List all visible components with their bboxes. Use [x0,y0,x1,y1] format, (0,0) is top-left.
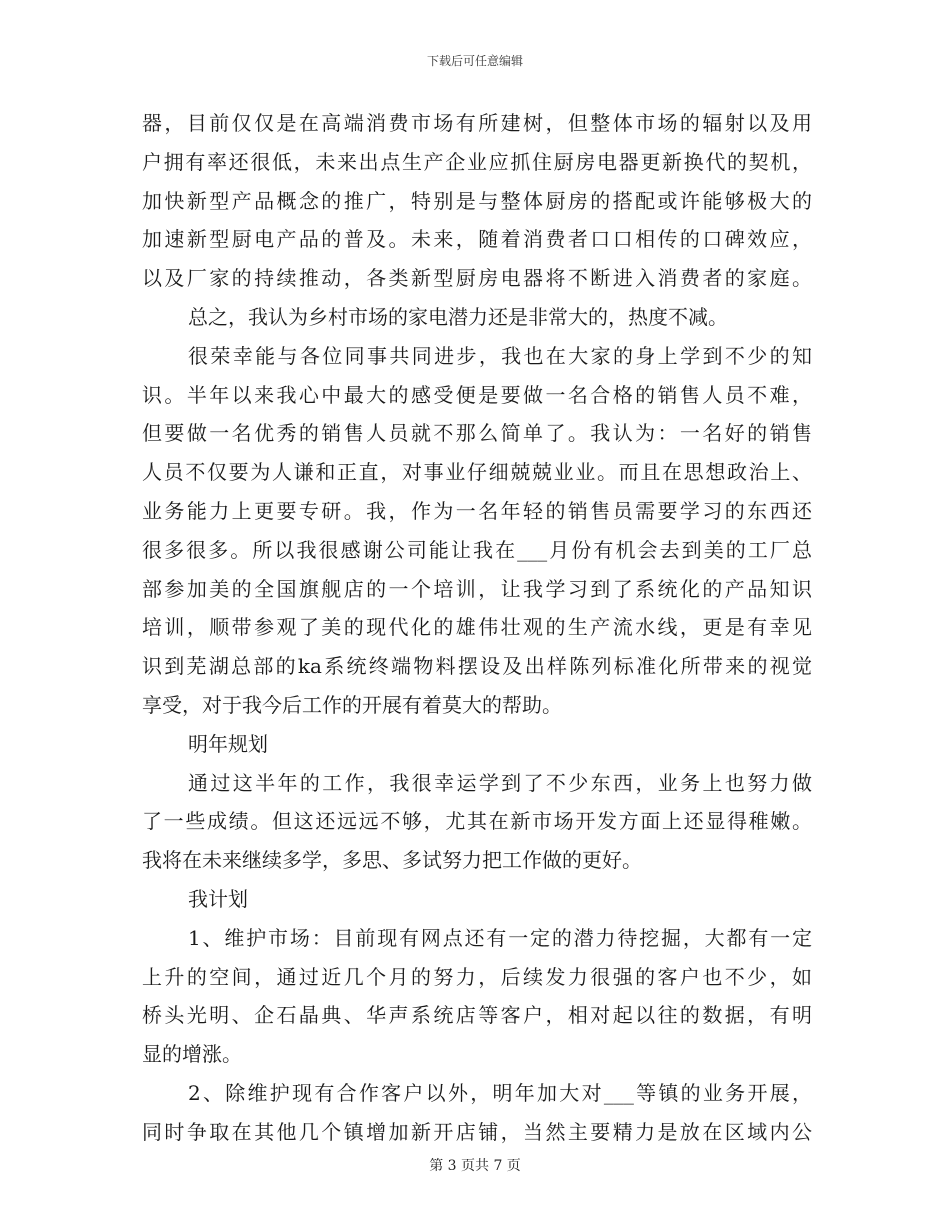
text-line: 2、除维护现有合作客户以外，明年加大对___等镇的业务开展， [188,1080,812,1105]
text-line: 加快新型产品概念的推广，特别是与整体厨房的搭配或许能够极大的 [142,188,812,213]
text-line: 我计划 [188,886,248,911]
text-line: 很荣幸能与各位同事共同进步，我也在大家的身上学到不少的知 [188,343,812,368]
text-line: 户拥有率还很低，未来出点生产企业应抓住厨房电器更新换代的契机， [142,149,812,174]
text-line: 明年规划 [188,731,268,756]
document-body [142,104,812,1152]
text-line: 很多很多。所以我很感谢公司能让我在___月份有机会去到美的工厂总 [142,537,812,562]
text-line: 业务能力上更要专研。我，作为一名年轻的销售员需要学习的东西还 [142,498,812,523]
page-header: 下载后可任意编辑 [426,54,523,68]
text-line: 1、维护市场：目前现有网点还有一定的潜力待挖掘，大都有一定 [188,925,812,950]
text-line: 同时争取在其他几个镇增加新开店铺，当然主要精力是放在区域内公 [142,1119,812,1144]
text-line: 但要做一名优秀的销售人员就不那么简单了。我认为：一名好的销售 [142,421,812,446]
text-line: 上升的空间，通过近几个月的努力，后续发力很强的客户也不少，如 [142,964,812,989]
text-line: 通过这半年的工作，我很幸运学到了不少东西，业务上也努力做 [188,770,812,795]
text-line: 桥头光明、企石晶典、华声系统店等客户，相对起以往的数据，有明 [142,1003,812,1028]
text-line: 了一些成绩。但这还远远不够，尤其在新市场开发方面上还显得稚嫩。 [142,809,812,834]
text-line: 我将在未来继续多学，多思、多试努力把工作做的更好。 [142,848,642,873]
text-line: 部参加美的全国旗舰店的一个培训，让我学习到了系统化的产品知识 [142,576,812,601]
text-line: 培训，顺带参观了美的现代化的雄伟壮观的生产流水线，更是有幸见 [142,615,812,640]
text-line: 显的增涨。 [142,1042,242,1067]
text-line: 加速新型厨电产品的普及。未来，随着消费者口口相传的口碑效应， [142,227,812,252]
page-number: 第 3 页共 7 页 [429,1158,521,1174]
text-line: 识。半年以来我心中最大的感受便是要做一名合格的销售人员不难， [142,382,812,407]
text-line: 总之，我认为乡村市场的家电潜力还是非常大的，热度不减。 [188,304,728,329]
text-line: 人员不仅要为人谦和正直，对事业仔细兢兢业业。而且在思想政治上、 [142,460,812,485]
text-line: 识到芜湖总部的ka系统终端物料摆设及出样陈列标准化所带来的视觉 [142,654,812,679]
text-line: 享受，对于我今后工作的开展有着莫大的帮助。 [142,692,562,717]
text-line: 以及厂家的持续推动，各类新型厨房电器将不断进入消费者的家庭。 [142,266,812,291]
text-line: 器，目前仅仅是在高端消费市场有所建树，但整体市场的辐射以及用 [142,111,812,135]
